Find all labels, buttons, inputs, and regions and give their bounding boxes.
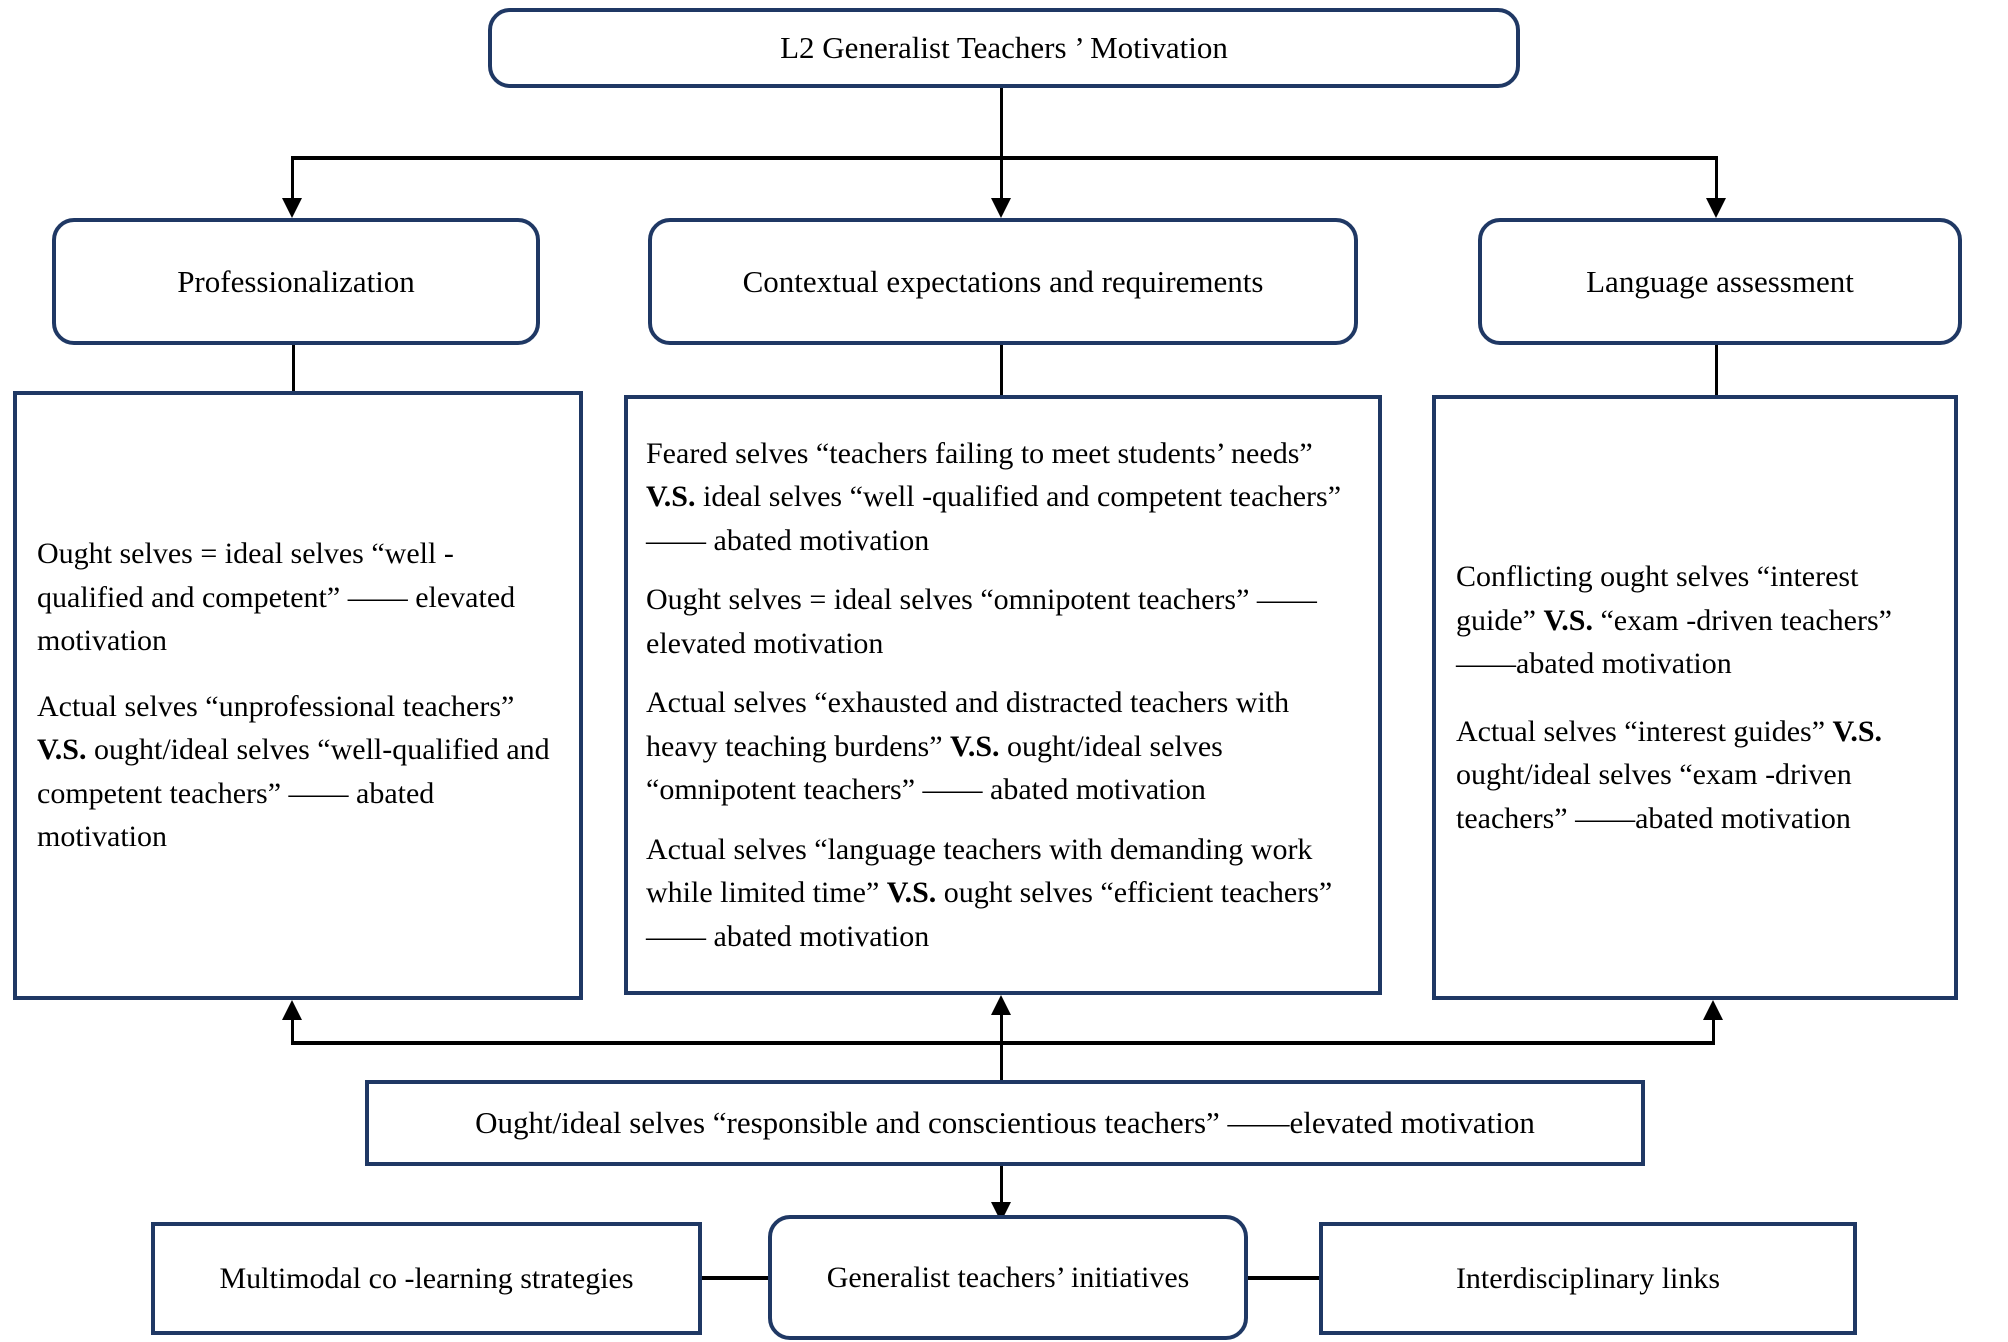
category-label: Professionalization	[177, 263, 415, 299]
category-label: Language assessment	[1586, 263, 1854, 299]
arrow-up-icon	[282, 1000, 302, 1020]
detail-paragraph: Conflicting ought selves “interest guide” V.S. “exam -driven teachers” ——abated motivation	[1456, 560, 1892, 680]
arrow-down-icon	[1706, 198, 1726, 218]
synthesis-box	[365, 1080, 1645, 1166]
arrow-down-icon	[991, 198, 1011, 218]
connector-left-initiative	[702, 1276, 768, 1280]
detail-paragraph: Actual selves “language teachers with demanding work while limited time” V.S. ought selves “efficient teachers” —— abated motivation	[646, 832, 1333, 953]
arrow-up-icon	[1703, 1000, 1723, 1020]
category-box-professionalization	[52, 218, 540, 345]
connector-riser-left	[291, 1018, 294, 1043]
detail-box-language-assessment	[1432, 395, 1958, 1000]
connector-right-initiative	[1248, 1276, 1319, 1280]
connector-drop-right	[1715, 156, 1718, 200]
initiative-box-interdisciplinary	[1319, 1222, 1857, 1335]
detail-paragraph: Ought selves = ideal selves “well -qualified and competent” —— elevated motivation	[37, 537, 516, 658]
arrow-down-icon	[282, 198, 302, 218]
synthesis-text: Ought/ideal selves “responsible and conscientious teachers” ——elevated motivation	[475, 1105, 1535, 1140]
initiative-box-generalist-teachers	[768, 1215, 1248, 1340]
connector-drop-center	[1000, 156, 1003, 200]
initiative-label: Multimodal co -learning strategies	[219, 1261, 634, 1295]
initiative-label: Generalist teachers’ initiatives	[826, 1260, 1190, 1294]
connector-riser-center	[1000, 1013, 1003, 1043]
detail-paragraph: Ought selves = ideal selves “omnipotent teachers” —— elevated motivation	[646, 583, 1317, 660]
diagram-title: L2 Generalist Teachers ’ Motivation	[780, 30, 1228, 65]
detail-paragraph: Feared selves “teachers failing to meet students’ needs” V.S. ideal selves “well -qualified and competent teachers” —— abated motivation	[646, 436, 1342, 557]
detail-paragraph: Actual selves “unprofessional teachers” V.S. ought/ideal selves “well-qualified and competent teachers” —— abated motivation	[37, 689, 550, 854]
connector-title-stem	[1000, 88, 1003, 157]
connector-bottom-branch	[291, 1041, 1715, 1045]
arrow-up-icon	[991, 995, 1011, 1015]
title-box	[488, 8, 1520, 88]
connector-stem-right	[1715, 345, 1718, 395]
connector-drop-left	[291, 156, 294, 200]
initiative-box-multimodal	[151, 1222, 702, 1335]
connector-stem-center	[1000, 345, 1003, 395]
connector-stem-left	[292, 345, 295, 391]
category-label: Contextual expectations and requirements	[742, 263, 1264, 299]
initiative-label: Interdisciplinary links	[1455, 1261, 1721, 1295]
connector-synthesis-stem	[1000, 1041, 1003, 1082]
detail-box-contextual-expectations	[624, 395, 1382, 995]
connector-riser-right	[1712, 1018, 1715, 1043]
detail-paragraph: Actual selves “interest guides” V.S. ought/ideal selves “exam -driven teachers” ——abated motivation	[1456, 714, 1883, 835]
detail-paragraph: Actual selves “exhausted and distracted teachers with heavy teaching burdens” V.S. ought/ideal selves “omnipotent teachers” —— abated motivation	[646, 686, 1290, 807]
category-box-contextual-expectations	[648, 218, 1358, 345]
connector-initiatives-stem	[1000, 1166, 1003, 1204]
connector-top-branch	[291, 156, 1718, 160]
detail-box-professionalization	[13, 391, 583, 1000]
category-box-language-assessment	[1478, 218, 1962, 345]
